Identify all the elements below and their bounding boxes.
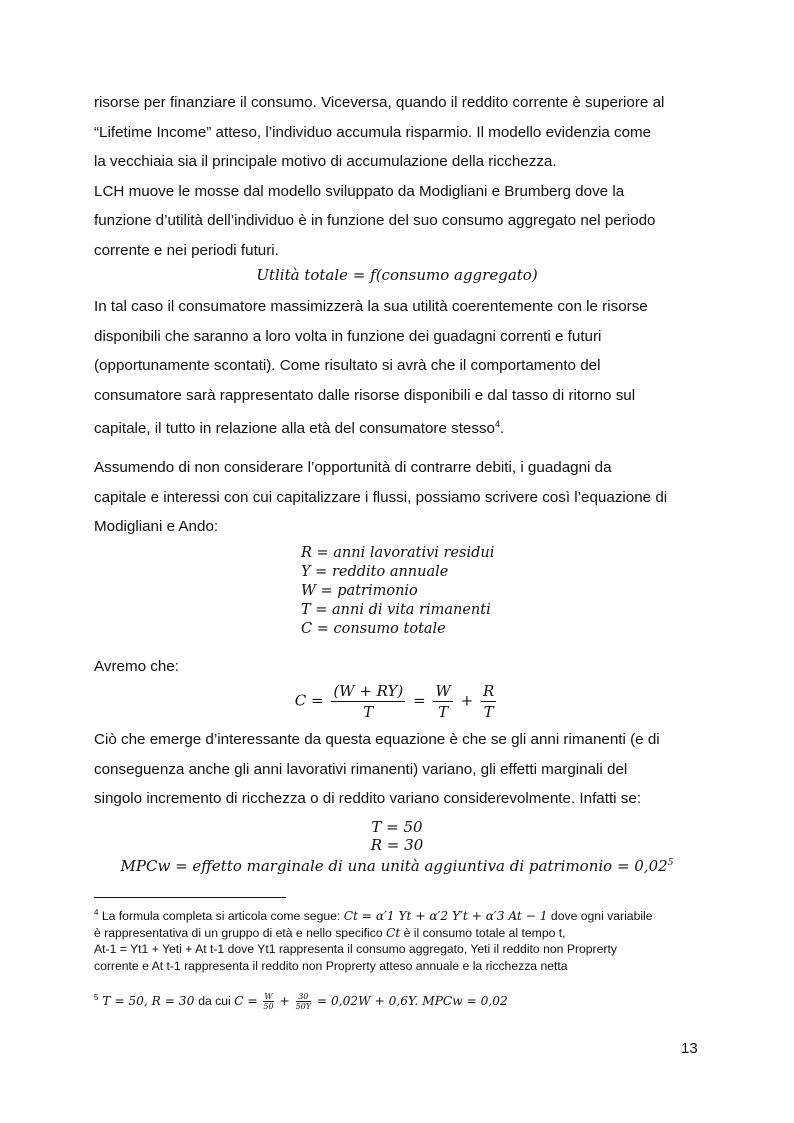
numerator: W (264, 992, 273, 1002)
text-span: capitale, il tutto in relazione alla età del consumatore stesso (94, 420, 496, 438)
text-span: dove ogni variabile (547, 909, 653, 924)
mpc-line (94, 854, 700, 875)
text-line: Modigliani e Ando: (94, 518, 219, 535)
consumption-equation (94, 681, 700, 722)
numerator: W (435, 682, 451, 700)
formula: Ct (386, 925, 401, 940)
footnote-mark: 5 (94, 993, 99, 1002)
denominator: 50 (263, 1002, 274, 1012)
definition-line: T = anni di vita rimanenti (301, 602, 491, 618)
text-line: corrente e nei periodi futuri. (94, 241, 279, 259)
text-line: consumatore sarà rappresentato dalle risorse disponibili e dal tasso di ritorno sul (94, 386, 636, 404)
mpc-text: MPCw = effetto marginale di una unità aggiuntiva di patrimonio = 0,02 (120, 857, 668, 875)
footnote-line: corrente e At t-1 rappresenta il reddito non Proprerty atteso annuale e la ricchezza netta (94, 958, 568, 973)
text-span: . (500, 420, 505, 438)
definition-line: W = patrimonio (301, 583, 418, 599)
text-line: singolo incremento di ricchezza o di reddito variano considerevolmente. Infatti se: (94, 790, 642, 807)
denominator: T (483, 703, 494, 721)
fraction (433, 681, 452, 722)
footnote-line (94, 925, 700, 942)
plus-sign: + (275, 994, 294, 1009)
variable-definitions (301, 544, 494, 639)
numerator: R (482, 682, 495, 700)
paragraph-1 (94, 88, 700, 265)
t-value: T = 50 (371, 818, 423, 836)
text-line: In tal caso il consumatore massimizzerà la sua utilità coerentemente con le risorse (94, 298, 648, 315)
text-line: Assumendo di non considerare l’opportunità di contrarre debiti, i guadagni da (94, 459, 612, 476)
text-span: è rappresentativa di un gruppo di età e nello specifico (94, 925, 387, 940)
definition-line: C = consumo totale (301, 621, 446, 637)
paragraph-5 (94, 652, 700, 682)
utility-equation: Utlità totale = f(consumo aggregato) (256, 266, 538, 284)
formula: T = 50, R = 30 (98, 994, 199, 1009)
text-line: conseguenza anche gli anni lavorativi rimanenti) variano, gli effetti marginali del (94, 760, 628, 778)
footnote-line: At-1 = Yt1 + Yeti + At t-1 dove Yt1 rappresenta il consumo aggregato, Yeti il reddito non Proprerty (94, 942, 617, 957)
denominator: T (363, 703, 374, 721)
text-line: risorse per finanziare il consumo. Viceversa, quando il reddito corrente è superiore al (94, 94, 665, 111)
footnote-mark: 4 (94, 908, 99, 917)
paragraph-6 (94, 725, 700, 814)
text-line: la vecchiaia sia il principale motivo di accumulazione della ricchezza. (94, 153, 557, 170)
paragraph-3 (94, 292, 700, 444)
text-line: funzione d’utilità dell’individuo è in funzione del suo consumo aggregato nel periodo (94, 212, 656, 229)
formula: Ct = α′1 Yt + α′2 Y′t + α′3 At − 1 (343, 909, 548, 924)
denominator: T (438, 703, 449, 721)
paragraph-4 (94, 453, 700, 542)
text-span: da cui (198, 994, 235, 1009)
footnote-separator (94, 897, 286, 898)
text-span: La formula completa si articola come segue: (98, 909, 344, 924)
text-line (94, 410, 700, 444)
footnote-4 (94, 905, 700, 974)
footnote-ref-4[interactable]: 4 (495, 419, 501, 429)
fraction (296, 992, 311, 1011)
formula: C = (234, 994, 262, 1009)
text-line: capitale e interessi con cui capitalizzare i flussi, possiamo scrivere così l’equazione di (94, 488, 668, 506)
footnote-line (94, 990, 700, 1011)
fraction (481, 681, 496, 722)
text-line: Ciò che emerge d’interessante da questa equazione è che se gli anni rimanenti (e di (94, 731, 660, 748)
definition-line: Y = reddito annuale (301, 564, 449, 580)
footnote-line (94, 905, 700, 925)
definition-line: R = anni lavorativi residui (301, 545, 495, 561)
text-line: “Lifetime Income” atteso, l’individuo accumula risparmio. Il modello evidenzia come (94, 123, 652, 141)
text-line: disponibili che saranno a loro volta in funzione dei guadagni correnti e futuri (94, 327, 602, 345)
r-value: R = 30 (370, 836, 424, 854)
eq-sign: = (413, 691, 426, 710)
text-line: (opportunamente scontati). Come risultato si avrà che il comportamento del (94, 357, 601, 374)
text-line: Avremo che: (94, 658, 179, 675)
text-line: LCH muove le mosse dal modello sviluppato da Modigliani e Brumberg dove la (94, 182, 625, 200)
page-number: 13 (681, 1040, 698, 1057)
numerator: 30 (296, 992, 311, 1002)
denominator: 50Y (295, 1002, 312, 1012)
plus-sign: + (460, 691, 474, 710)
fraction (263, 992, 273, 1011)
eq-lhs: C = (294, 691, 324, 710)
formula: = 0,02W + 0,6Y. MPCw = 0,02 (313, 994, 508, 1009)
text-span: è il consumo totale al tempo t, (400, 925, 566, 940)
values-block (94, 818, 700, 875)
fraction (331, 681, 405, 722)
footnote-5 (94, 990, 700, 1011)
numerator: (W + RY) (333, 682, 404, 700)
footnote-ref-5[interactable]: 5 (667, 858, 674, 868)
